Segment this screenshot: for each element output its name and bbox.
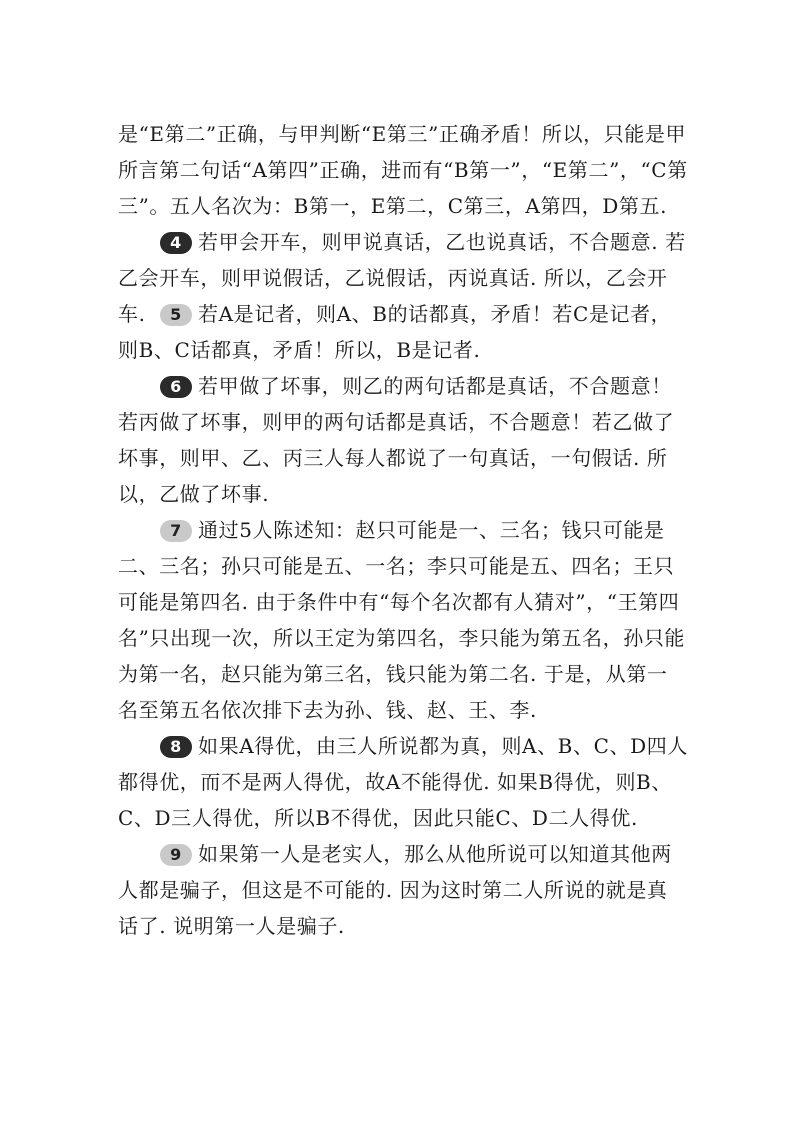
paragraph-text: 如果A得优，由三人所说都为真，则A、B、C、D四人都得优，而不是两人得优，故A不能得优. 如果B得优，则B、C、D三人得优，所以B不得优，因此只能C、D二人得优.	[118, 734, 688, 830]
paragraph-continuation	[118, 116, 688, 224]
paragraph-text: 若A是记者，则A、B的话都真，矛盾！若C是记者，则B、C话都真，矛盾！所以，B是记者.	[118, 302, 672, 362]
answer-8	[118, 728, 688, 836]
answer-6	[118, 368, 688, 512]
answer-number-badge: 6	[160, 376, 192, 398]
paragraph-text: 若甲做了坏事，则乙的两句话都是真话，不合题意！若丙做了坏事，则甲的两句话都是真话，不合题意！若乙做了坏事，则甲、乙、丙三人每人都说了一句真话，一句假话. 所以，乙做了坏事.	[118, 374, 675, 506]
paragraph-text: 如果第一人是老实人，那么从他所说可以知道其他两人都是骗子，但这是不可能的. 因为这时第二人所说的就是真话了. 说明第一人是骗子.	[118, 842, 672, 938]
paragraph-text: 通过5人陈述知：赵只可能是一、三名；钱只可能是二、三名；孙只可能是五、一名；李只可能是五、四名；王只可能是第四名. 由于条件中有“每个名次都有人猜对”，“王第四名”只出现一次，所以王定为第四名，李只能为第五名，孙只能为第一名，赵只能为第三名，钱只能为第二名. 于是，从第一名至第五名依次排下去为孙、钱、赵、王、李.	[118, 518, 686, 722]
answer-number-badge: 7	[160, 520, 192, 542]
paragraph-text: 是“E第二”正确，与甲判断“E第三”正确矛盾！所以，只能是甲所言第二句话“A第四”正确，进而有“B第一”，“E第二”，“C第三”。五人名次为：B第一，E第二，C第三，A第四，D第五.	[118, 122, 688, 218]
answer-number-badge: 9	[160, 844, 192, 866]
answer-number-badge: 5	[160, 304, 192, 326]
answer-number-badge: 4	[160, 232, 192, 254]
answer-number-badge: 8	[160, 736, 192, 758]
answer-9	[118, 836, 688, 944]
answer-5	[118, 296, 688, 368]
answer-7	[118, 512, 688, 728]
paragraph-text: 若甲会开车，则甲说真话，乙也说真话，不合题意. 若乙会开车，则甲说假话，乙说假话，丙说真话. 所以，乙会开车.	[118, 230, 686, 326]
